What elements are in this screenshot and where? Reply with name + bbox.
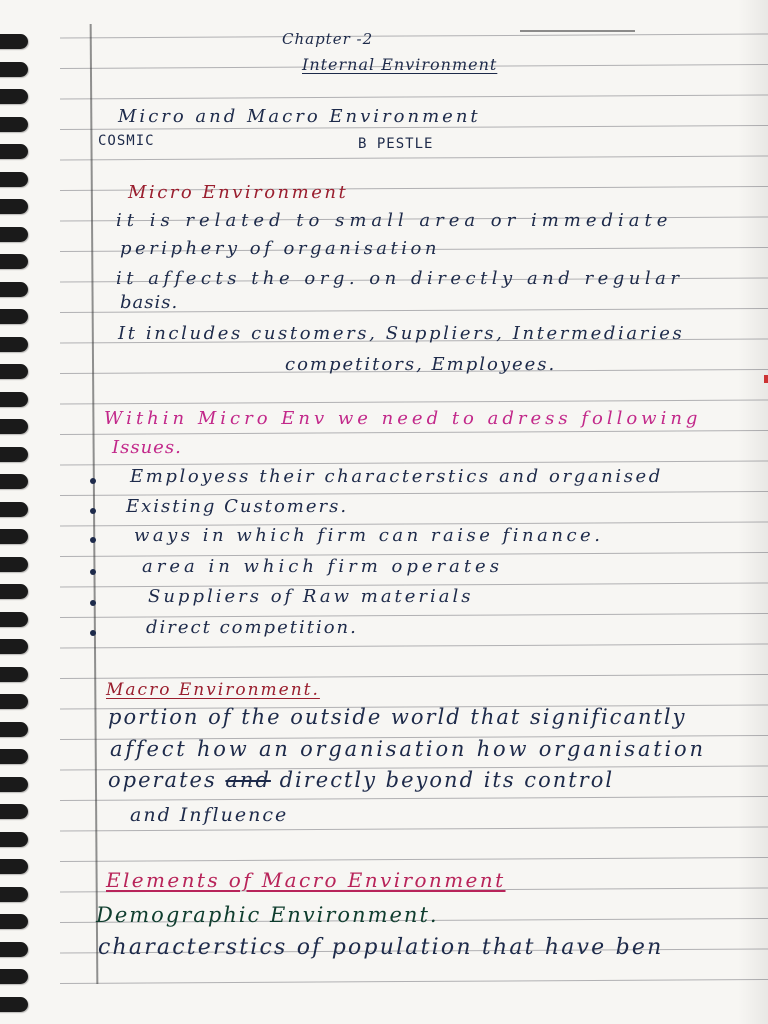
- spiral-ring: [0, 309, 28, 324]
- bullet-dot: [90, 600, 96, 606]
- spiral-ring: [0, 447, 28, 462]
- spiral-ring: [0, 859, 28, 874]
- ruled-line: [60, 431, 768, 435]
- macro-line-2: affect how an organisation how organisation: [110, 737, 706, 761]
- intro-line: Micro and Macro Environment: [118, 106, 481, 127]
- red-mark: [764, 375, 768, 383]
- spiral-ring: [0, 117, 28, 132]
- spiral-ring: [0, 997, 28, 1012]
- spiral-ring: [0, 887, 28, 902]
- spiral-ring: [0, 144, 28, 159]
- spiral-ring: [0, 942, 28, 957]
- pestle-label: B PESTLE: [358, 136, 434, 152]
- spiral-ring: [0, 804, 28, 819]
- spiral-ring: [0, 694, 28, 709]
- micro-line-5: It includes customers, Suppliers, Intermediaries: [118, 323, 685, 344]
- issue-item: ways in which firm can raise finance.: [134, 525, 604, 546]
- macro-title: Macro Environment.: [106, 680, 320, 700]
- micro-title: Micro Environment: [128, 182, 349, 203]
- macro-line-3-b: directly beyond its control: [279, 768, 615, 792]
- header-line: [520, 30, 635, 32]
- elements-title: Elements of Macro Environment: [106, 868, 506, 892]
- ruled-line: [60, 827, 768, 831]
- spiral-ring: [0, 914, 28, 929]
- spiral-ring: [0, 584, 28, 599]
- spiral-ring: [0, 529, 28, 544]
- macro-line-4: and Influence: [130, 804, 289, 826]
- bullet-dot: [90, 478, 96, 484]
- spiral-ring: [0, 749, 28, 764]
- bullet-dot: [90, 508, 96, 514]
- bullet-dot: [90, 630, 96, 636]
- ruled-line: [60, 858, 768, 862]
- ruled-line: [60, 980, 768, 984]
- spiral-ring: [0, 969, 28, 984]
- issues-heading: Issues.: [112, 437, 182, 458]
- micro-line-2: periphery of organisation: [120, 238, 440, 259]
- micro-line-3: it affects the org. on directly and regular: [116, 268, 684, 289]
- micro-line-6: competitors, Employees.: [285, 354, 557, 375]
- issues-intro: Within Micro Env we need to adress following: [104, 408, 702, 429]
- spiral-ring: [0, 254, 28, 269]
- spiral-ring: [0, 199, 28, 214]
- spiral-ring: [0, 89, 28, 104]
- bullet-dot: [90, 569, 96, 575]
- demographic-line-1: characterstics of population that have ben: [98, 935, 664, 960]
- spiral-ring: [0, 364, 28, 379]
- ruled-line: [60, 400, 768, 404]
- spiral-ring: [0, 502, 28, 517]
- chapter-label: Chapter -2: [282, 30, 374, 48]
- spiral-ring: [0, 282, 28, 297]
- spiral-ring: [0, 639, 28, 654]
- issue-item: area in which firm operates: [142, 556, 503, 577]
- spiral-ring: [0, 392, 28, 407]
- spiral-ring: [0, 172, 28, 187]
- spiral-binding: [0, 0, 34, 1024]
- macro-line-1: portion of the outside world that significantly: [108, 705, 687, 729]
- macro-line-3: [108, 768, 614, 792]
- ruled-line: [60, 461, 768, 465]
- spiral-ring: [0, 667, 28, 682]
- spiral-ring: [0, 722, 28, 737]
- ruled-line: [60, 156, 768, 160]
- spiral-ring: [0, 337, 28, 352]
- issue-item: Existing Customers.: [126, 496, 349, 517]
- spiral-ring: [0, 474, 28, 489]
- spiral-ring: [0, 612, 28, 627]
- ruled-line: [60, 34, 768, 38]
- micro-line-1: it is related to small area or immediate: [116, 210, 673, 231]
- issue-item: direct competition.: [146, 617, 358, 638]
- struck-word: and: [225, 768, 271, 792]
- ruled-line: [60, 492, 768, 496]
- ruled-line: [60, 95, 768, 99]
- spiral-ring: [0, 34, 28, 49]
- spiral-ring: [0, 557, 28, 572]
- spiral-ring: [0, 419, 28, 434]
- ruled-line: [60, 644, 768, 648]
- issue-item: Suppliers of Raw materials: [148, 586, 474, 607]
- demographic-title: Demographic Environment.: [96, 903, 439, 927]
- ruled-line: [60, 675, 768, 679]
- macro-line-3-a: operates: [108, 768, 217, 792]
- ruled-line: [60, 797, 768, 801]
- spiral-ring: [0, 777, 28, 792]
- bullet-dot: [90, 537, 96, 543]
- spiral-ring: [0, 832, 28, 847]
- issue-item: Employess their characterstics and organised: [130, 466, 663, 487]
- cosmic-label: COSMIC: [98, 133, 155, 149]
- micro-line-4: basis.: [120, 292, 179, 313]
- spiral-ring: [0, 62, 28, 77]
- spiral-ring: [0, 227, 28, 242]
- chapter-title: Internal Environment: [302, 55, 498, 74]
